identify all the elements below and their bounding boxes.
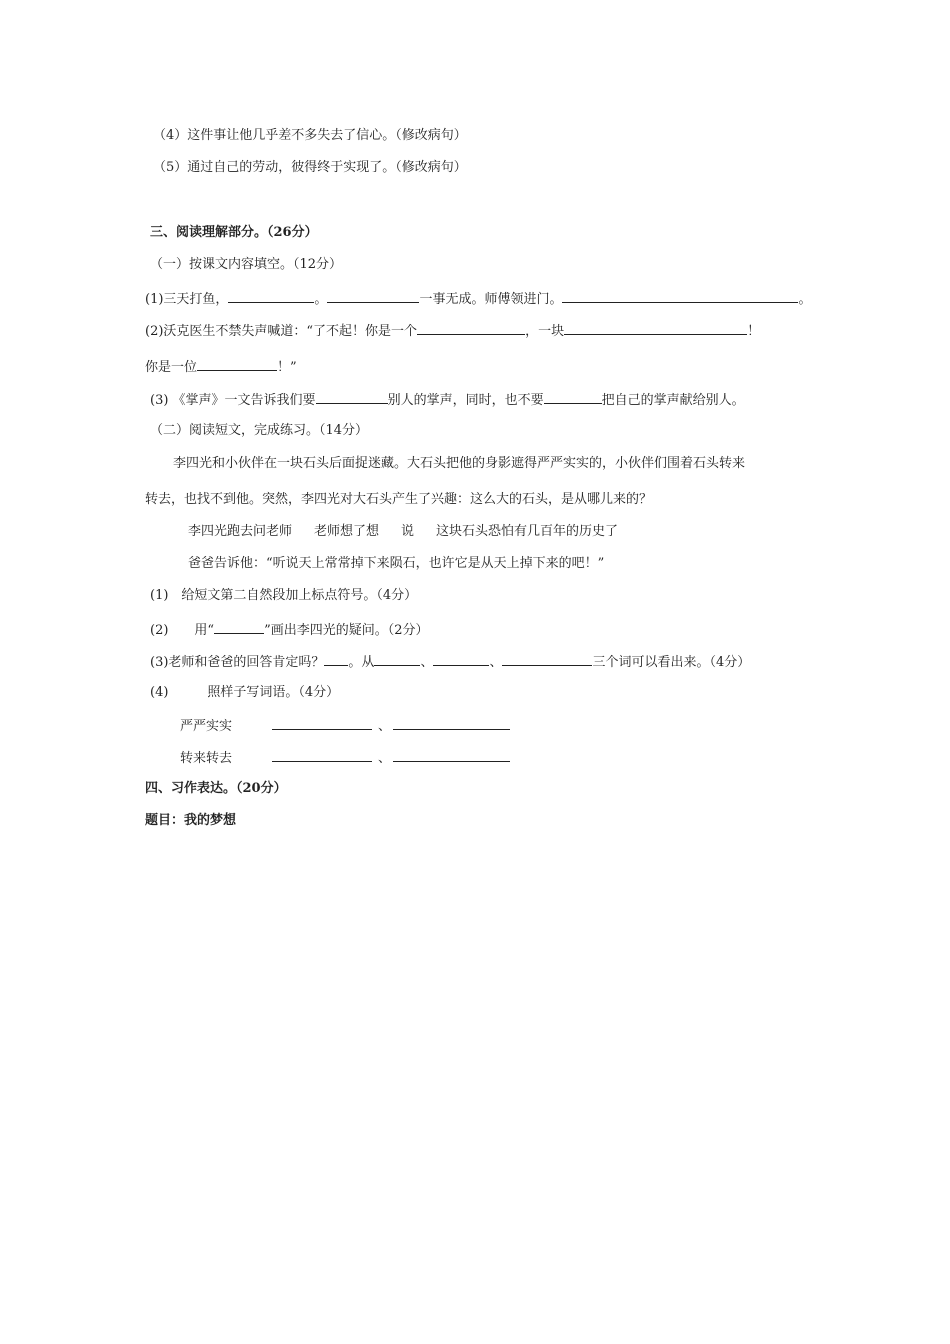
q2-blank-3[interactable] bbox=[197, 358, 277, 371]
part2-q3 bbox=[150, 653, 750, 671]
p2q3-text-c: 三个词可以看出来。（4分） bbox=[592, 655, 751, 670]
part2-q4: (4) 照样子写词语。（4分） bbox=[150, 685, 340, 700]
q1-text-a: (1)三天打鱼， bbox=[145, 292, 229, 307]
q2-text-line2b: ！” bbox=[277, 360, 297, 375]
q1-blank-3[interactable] bbox=[562, 290, 798, 303]
part1-q3 bbox=[150, 391, 745, 409]
p2q2-text-a: (2) 用“ bbox=[150, 623, 215, 638]
section4-heading: 四、习作表达。（20分） bbox=[145, 781, 287, 796]
p2q3-sep-2: 、 bbox=[489, 655, 503, 670]
part2-q2 bbox=[150, 621, 428, 639]
example-word-1: 严严实实 bbox=[180, 719, 233, 734]
q3-text-c: 把自己的掌声献给别人。 bbox=[601, 393, 745, 408]
p2q3-blank-4[interactable] bbox=[502, 653, 592, 666]
q2-text-line2a: 你是一位 bbox=[145, 360, 198, 375]
section3-heading: 三、阅读理解部分。（26分） bbox=[150, 225, 318, 240]
q1-text-b: 。 bbox=[314, 292, 328, 307]
p2q2-blank[interactable] bbox=[214, 621, 264, 634]
example-row-2 bbox=[180, 749, 510, 767]
para2-text-c: 说 bbox=[401, 524, 415, 539]
item-5: （5）通过自己的劳动，彼得终于实现了。（修改病句） bbox=[153, 160, 467, 175]
p2q3-blank-2[interactable] bbox=[374, 653, 420, 666]
q1-blank-2[interactable] bbox=[327, 290, 419, 303]
p2q3-text-a: (3)老师和爸爸的回答肯定吗？ bbox=[150, 655, 325, 670]
q1-text-d: 。 bbox=[798, 292, 812, 307]
q3-text-b: 别人的掌声，同时，也不要 bbox=[387, 393, 544, 408]
q2-text-c: ！ bbox=[747, 324, 761, 339]
q2-text-b: ，一块 bbox=[525, 324, 565, 339]
q1-blank-1[interactable] bbox=[228, 290, 314, 303]
passage-para3: 爸爸告诉他：“听说天上常常掉下来陨石，也许它是从天上掉下来的吧！” bbox=[188, 556, 605, 571]
part1-heading: （一）按课文内容填空。（12分） bbox=[150, 257, 343, 272]
q2-blank-1[interactable] bbox=[417, 322, 525, 335]
example1-sep: 、 bbox=[378, 719, 392, 734]
q1-text-c: 一事无成。师傅领进门。 bbox=[419, 292, 563, 307]
passage-para2 bbox=[188, 524, 618, 540]
example2-blank-2[interactable] bbox=[393, 749, 510, 762]
example2-blank-1[interactable] bbox=[272, 749, 372, 762]
p2q3-text-b: 。从 bbox=[348, 655, 375, 670]
example-word-2: 转来转去 bbox=[180, 751, 233, 766]
item-4: （4）这件事让他几乎差不多失去了信心。（修改病句） bbox=[153, 128, 467, 143]
p2q3-blank-1[interactable] bbox=[324, 653, 348, 666]
p2q3-blank-3[interactable] bbox=[433, 653, 489, 666]
example1-blank-1[interactable] bbox=[272, 717, 372, 730]
para2-text-d: 这块石头恐怕有几百年的历史了 bbox=[436, 524, 619, 539]
part1-q1 bbox=[145, 290, 811, 308]
example1-blank-2[interactable] bbox=[393, 717, 510, 730]
para2-text-b: 老师想了想 bbox=[314, 524, 380, 539]
p2q2-text-b: ”画出李四光的疑问。（2分） bbox=[264, 623, 429, 638]
part1-q2-line2 bbox=[145, 358, 297, 376]
para2-text-a: 李四光跑去问老师 bbox=[188, 524, 293, 539]
part1-q2 bbox=[145, 322, 760, 340]
q3-blank-1[interactable] bbox=[316, 391, 388, 404]
essay-topic: 题目：我的梦想 bbox=[145, 813, 237, 828]
p2q3-sep-1: 、 bbox=[420, 655, 434, 670]
part2-heading: （二）阅读短文，完成练习。（14分） bbox=[150, 423, 369, 438]
example-row-1 bbox=[180, 717, 510, 735]
example2-sep: 、 bbox=[378, 751, 392, 766]
q3-blank-2[interactable] bbox=[544, 391, 602, 404]
passage-para1-line1: 李四光和小伙伴在一块石头后面捉迷藏。大石头把他的身影遮得严严实实的，小伙伴们围着石头转来 bbox=[173, 456, 746, 471]
passage-para1-line2: 转去，也找不到他。突然，李四光对大石头产生了兴趣：这么大的石头，是从哪儿来的？ bbox=[145, 492, 653, 507]
part2-q1: (1) 给短文第二自然段加上标点符号。（4分） bbox=[150, 588, 418, 603]
q3-text-a: (3) 《掌声》一文告诉我们要 bbox=[150, 393, 316, 408]
q2-blank-2[interactable] bbox=[564, 322, 747, 335]
q2-text-a: (2)沃克医生不禁失声喊道：“了不起！你是一个 bbox=[145, 324, 418, 339]
